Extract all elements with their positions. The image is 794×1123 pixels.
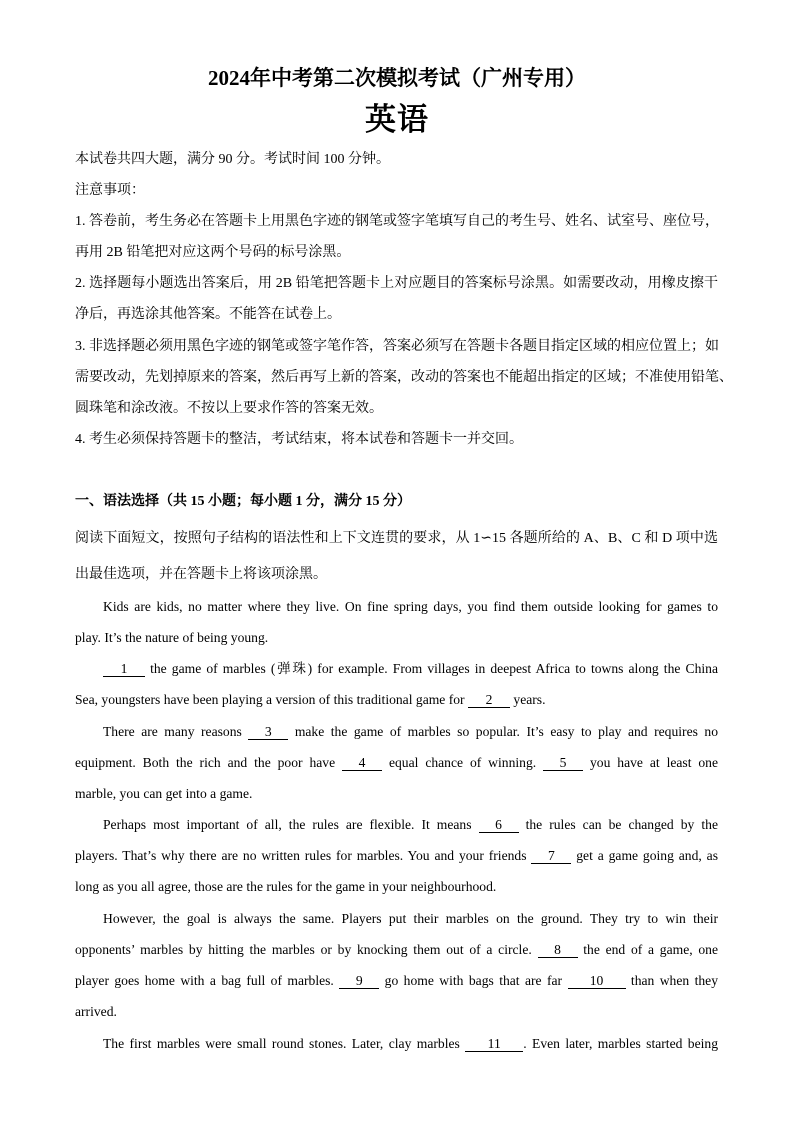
passage-p1-line-2: play. It’s the nature of being young. bbox=[75, 630, 269, 645]
passage-p5-line-4: arrived. bbox=[75, 1004, 117, 1019]
notice-2-line-2: 净后，再选涂其他答案。不能答在试卷上。 bbox=[75, 307, 341, 322]
answer-blank[interactable]: 2 bbox=[468, 693, 510, 708]
notice-3-line-1: 3. 非选择题必须用黑色字迹的钢笔或签字笔作答，答案必须写在答题卡各题目指定区域的相应位置上；如 bbox=[75, 339, 719, 354]
passage-p3-line-3: marble, you can get into a game. bbox=[75, 786, 253, 801]
answer-blank[interactable]: 9 bbox=[339, 974, 379, 989]
answer-blank[interactable]: 6 bbox=[479, 818, 519, 833]
passage-p3-line-1: There are many reasons 3 make the game of marbles so popular. It’s easy to play and requires no bbox=[103, 724, 718, 739]
answer-blank[interactable]: 1 bbox=[103, 662, 145, 677]
notice-3-line-2: 需要改动，先划掉原来的答案，然后再写上新的答案，改动的答案也不能超出指定的区域；不准使用铅笔、 bbox=[75, 370, 733, 385]
notice-3-line-3: 圆珠笔和涂改液。不按以上要求作答的答案无效。 bbox=[75, 401, 383, 416]
passage-p5-line-1: However, the goal is always the same. Players put their marbles on the ground. They try to win their bbox=[103, 911, 718, 926]
notice-1-line-2: 再用 2B 铅笔把对应这两个号码的标号涂黑。 bbox=[75, 245, 351, 260]
notice-2-line-1: 2. 选择题每小题选出答案后，用 2B 铅笔把答题卡上对应题目的答案标号涂黑。如需要改动，用橡皮擦干 bbox=[75, 276, 718, 291]
notice-1-line-1: 1. 答卷前，考生务必在答题卡上用黑色字迹的钢笔或签字笔填写自己的考生号、姓名、试室号、座位号， bbox=[75, 214, 719, 229]
answer-blank[interactable]: 11 bbox=[465, 1037, 523, 1052]
passage-p5-line-2: opponents’ marbles by hitting the marbles or by knocking them out of a circle. 8 the end of a game, one bbox=[75, 942, 718, 957]
section-heading: 一、语法选择（共 15 小题；每小题 1 分，满分 15 分） bbox=[75, 494, 411, 509]
answer-blank[interactable]: 8 bbox=[538, 943, 578, 958]
answer-blank[interactable]: 3 bbox=[248, 725, 288, 740]
section-instruction-line-2: 出最佳选项，并在答题卡上将该项涂黑。 bbox=[75, 567, 327, 582]
passage-p4-line-1: Perhaps most important of all, the rules are flexible. It means 6 the rules can be changed by the bbox=[103, 817, 718, 832]
notice-label: 注意事项： bbox=[75, 183, 145, 198]
passage-p6-line-1: The first marbles were small round stones. Later, clay marbles 11 . Even later, marbles started being bbox=[103, 1036, 719, 1051]
exam-intro: 本试卷共四大题，满分 90 分。考试时间 100 分钟。 bbox=[75, 152, 390, 167]
subject-title: 英语 bbox=[365, 102, 429, 137]
exam-title: 2024年中考第二次模拟考试（广州专用） bbox=[208, 66, 586, 90]
section-instruction-line-1: 阅读下面短文，按照句子结构的语法性和上下文连贯的要求，从 1∽15 各题所给的 A、B、C 和 D 项中选 bbox=[75, 531, 718, 546]
answer-blank[interactable]: 4 bbox=[342, 756, 382, 771]
passage-p1-line-1: Kids are kids, no matter where they live. On fine spring days, you find them outside looking for games to bbox=[103, 599, 718, 614]
notice-4-line-1: 4. 考生必须保持答题卡的整洁，考试结束，将本试卷和答题卡一并交回。 bbox=[75, 432, 523, 447]
answer-blank[interactable]: 10 bbox=[568, 974, 626, 989]
passage-p5-line-3: player goes home with a bag full of marbles. 9 go home with bags that are far 10 than when they bbox=[75, 973, 718, 988]
passage-p4-line-2: players. That’s why there are no written rules for marbles. You and your friends 7 get a game going and, as bbox=[75, 848, 718, 863]
answer-blank[interactable]: 5 bbox=[543, 756, 583, 771]
answer-blank[interactable]: 7 bbox=[531, 849, 571, 864]
passage-p4-line-3: long as you all agree, those are the rules for the game in your neighbourhood. bbox=[75, 879, 497, 894]
passage-p2-line-1: 1 the game of marbles (弹珠) for example. From villages in deepest Africa to towns along the China bbox=[103, 662, 718, 677]
passage-p2-line-2: Sea, youngsters have been playing a version of this traditional game for 2 years. bbox=[75, 692, 546, 707]
passage-p3-line-2: equipment. Both the rich and the poor have 4 equal chance of winning. 5 you have at least one bbox=[75, 755, 719, 770]
